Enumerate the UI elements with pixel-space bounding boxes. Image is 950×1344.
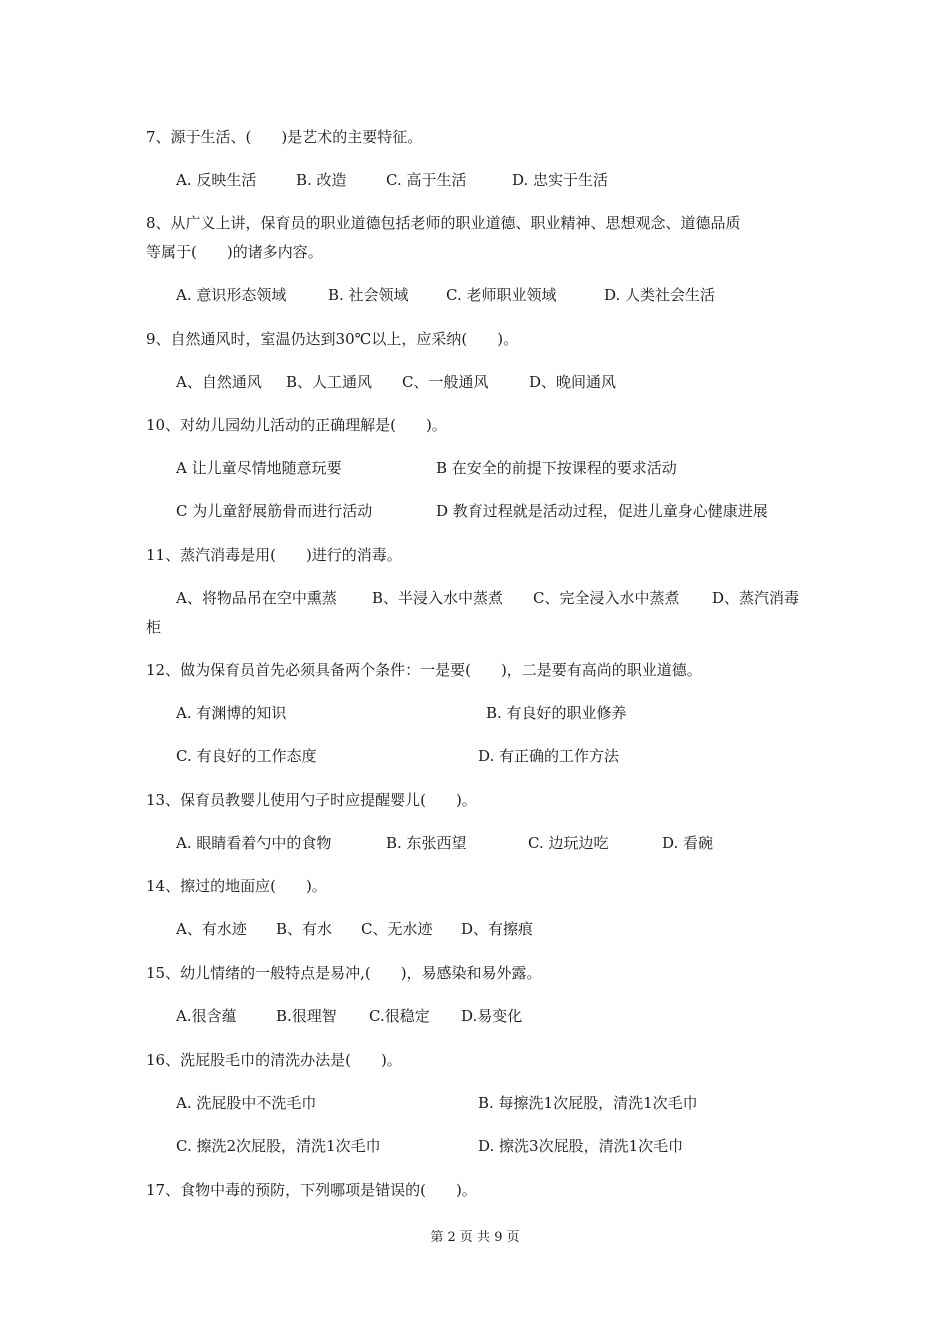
- question-7-option-d: D. 忠实于生活: [512, 171, 609, 189]
- question-8-stem-line-1: 8、从广义上讲，保育员的职业道德包括老师的职业道德、职业精神、思想观念、道德品质: [146, 214, 741, 232]
- question-12-stem: 12、做为保育员首先必须具备两个条件：一是要( )，二是要有高尚的职业道德。: [146, 661, 702, 679]
- question-17-stem: 17、食物中毒的预防，下列哪项是错误的( )。: [146, 1181, 477, 1199]
- question-14-option-a: A、有水迹: [176, 920, 247, 938]
- question-14-option-b: B、有水: [276, 920, 333, 938]
- question-12-option-b: B. 有良好的职业修养: [486, 704, 627, 722]
- question-8-stem-line-2: 等属于( )的诸多内容。: [146, 243, 323, 261]
- question-10-option-b: B 在安全的前提下按课程的要求活动: [436, 459, 677, 477]
- question-14-stem: 14、擦过的地面应( )。: [146, 877, 327, 895]
- question-11-option-d: D、蒸汽消毒: [712, 589, 800, 607]
- question-9-option-a: A、自然通风: [176, 373, 262, 391]
- question-9-option-d: D、晚间通风: [529, 373, 617, 391]
- question-11-option-a: A、将物品吊在空中熏蒸: [176, 589, 337, 607]
- question-13-option-c: C. 边玩边吃: [528, 834, 609, 852]
- question-9-option-b: B、人工通风: [286, 373, 373, 391]
- question-16-stem: 16、洗屁股毛巾的清洗办法是( )。: [146, 1051, 402, 1069]
- question-13-stem: 13、保育员教婴儿使用勺子时应提醒婴儿( )。: [146, 791, 477, 809]
- question-12-option-c: C. 有良好的工作态度: [176, 747, 317, 765]
- question-16-option-b: B. 每擦洗1次屁股，清洗1次毛巾: [478, 1094, 698, 1112]
- question-11-option-c: C、完全浸入水中蒸煮: [533, 589, 680, 607]
- question-16-option-c: C. 擦洗2次屁股，清洗1次毛巾: [176, 1137, 381, 1155]
- question-8-option-c: C. 老师职业领域: [446, 286, 557, 304]
- page-footer: 第 2 页 共 9 页: [430, 1230, 520, 1245]
- question-16-option-a: A. 洗屁股中不洗毛巾: [176, 1094, 317, 1112]
- question-10-option-a: A 让儿童尽情地随意玩要: [176, 459, 342, 477]
- question-7-option-b: B. 改造: [296, 171, 347, 189]
- question-7-option-c: C. 高于生活: [386, 171, 467, 189]
- question-10-stem: 10、对幼儿园幼儿活动的正确理解是( )。: [146, 416, 447, 434]
- question-15-stem: 15、幼儿情绪的一般特点是易冲,( )，易感染和易外露。: [146, 964, 542, 982]
- question-15-option-a: A.很含蕴: [176, 1007, 237, 1025]
- question-15-option-d: D.易变化: [461, 1007, 523, 1025]
- question-13-option-d: D. 看碗: [662, 834, 714, 852]
- question-14-option-c: C、无水迹: [361, 920, 433, 938]
- question-7-stem: 7、源于生活、( )是艺术的主要特征。: [146, 128, 423, 146]
- question-8-option-b: B. 社会领域: [328, 286, 409, 304]
- question-13-option-b: B. 东张西望: [386, 834, 467, 852]
- question-14-option-d: D、有擦痕: [461, 920, 534, 938]
- question-11-stem: 11、蒸汽消毒是用( )进行的消毒。: [146, 546, 402, 564]
- question-7-option-a: A. 反映生活: [176, 171, 257, 189]
- question-15-option-b: B.很理智: [276, 1007, 337, 1025]
- question-8-option-d: D. 人类社会生活: [604, 286, 716, 304]
- question-12-option-d: D. 有正确的工作方法: [478, 747, 620, 765]
- question-11-option-b: B、半浸入水中蒸煮: [372, 589, 504, 607]
- question-9-option-c: C、一般通风: [402, 373, 489, 391]
- question-10-option-d: D 教育过程就是活动过程，促进儿童身心健康进展: [436, 502, 768, 520]
- question-10-option-c: C 为儿童舒展筋骨而进行活动: [176, 502, 373, 520]
- question-16-option-d: D. 擦洗3次屁股，清洗1次毛巾: [478, 1137, 684, 1155]
- question-9-stem: 9、自然通风时，室温仍达到30℃以上，应采纳( )。: [146, 330, 519, 348]
- question-12-option-a: A. 有渊博的知识: [176, 704, 287, 722]
- question-15-option-c: C.很稳定: [369, 1007, 430, 1025]
- question-13-option-a: A. 眼睛看着勺中的食物: [176, 834, 332, 852]
- question-8-option-a: A. 意识形态领域: [176, 286, 287, 304]
- question-11-option-d-wrap: 柜: [146, 618, 162, 636]
